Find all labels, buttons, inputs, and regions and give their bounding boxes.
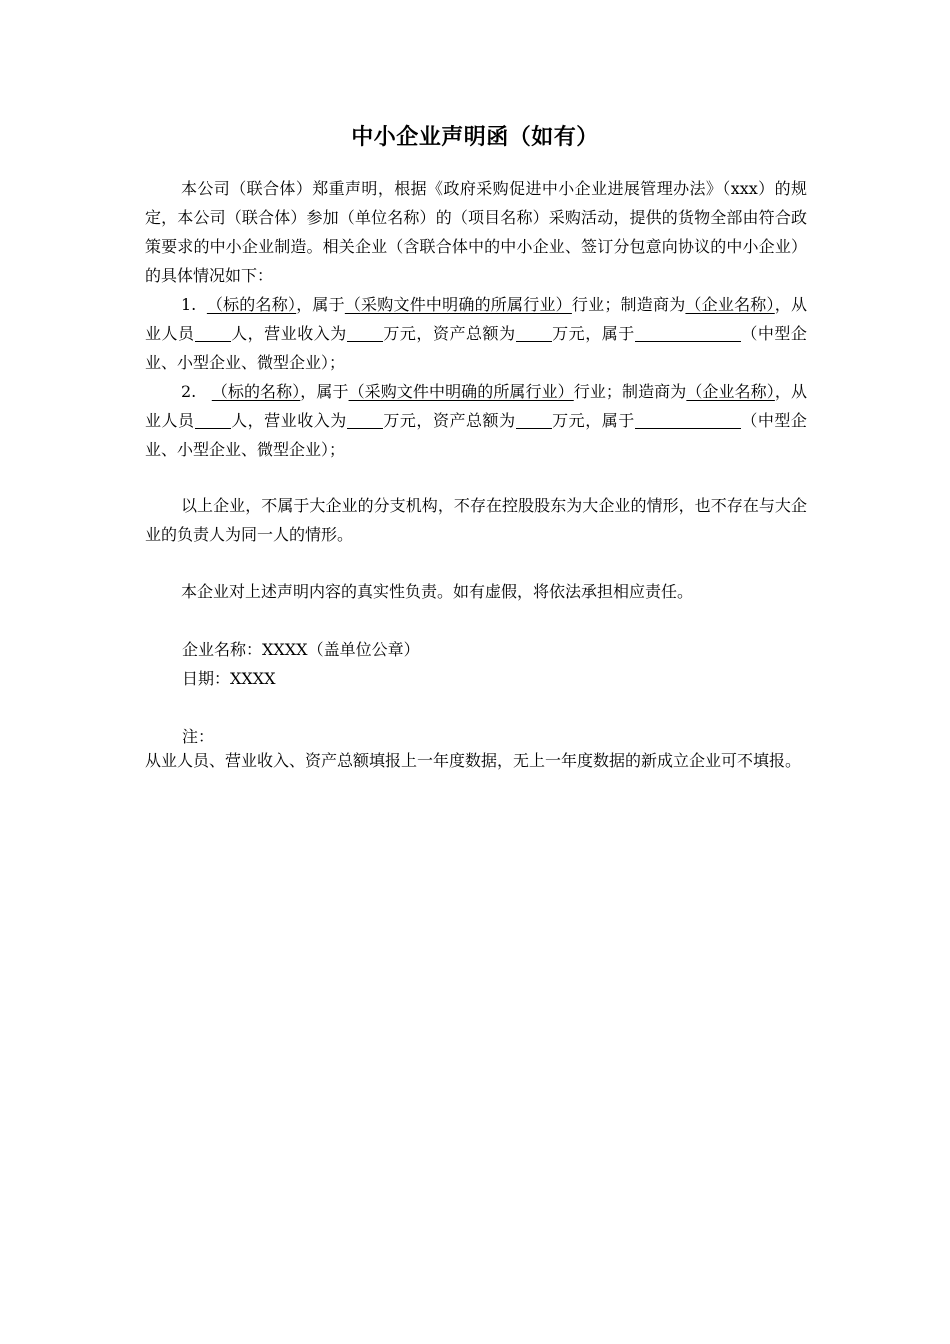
item-text: 万元，属于: [551, 411, 635, 430]
item-text: 人，营业收入为: [230, 411, 347, 430]
item-industry: （采购文件中明确的所属行业）: [348, 382, 574, 401]
item-number: 2.: [181, 382, 197, 401]
item-text: （中型企业、小型企业、微型企业）；: [145, 411, 807, 459]
list-item: [145, 377, 807, 464]
list-item: [145, 290, 807, 377]
item-number: 1.: [181, 295, 197, 314]
item-industry: （采购文件中明确的所属行业）: [344, 295, 572, 314]
item-text: 行业；制造商为: [573, 382, 687, 401]
item-text: （中型企业、小型企业、微型企业）；: [145, 324, 807, 372]
item-text: 万元，属于: [551, 324, 635, 343]
item-text: 行业；制造商为: [571, 295, 686, 314]
item-company: （企业名称）: [686, 382, 775, 401]
non-large-enterprise-paragraph: 以上企业，不属于大企业的分支机构，不存在控股股东为大企业的情形，也不存在与大企业的负责人为同一人的情形。: [145, 496, 807, 544]
item-text: ，从业人员: [145, 295, 807, 343]
page-title: 中小企业声明函（如有）: [351, 124, 599, 150]
revenue-blank: [347, 410, 383, 429]
item-subject: （标的名称）: [206, 295, 297, 314]
note-label: 注：: [182, 727, 215, 746]
item-company: （企业名称）: [685, 295, 775, 314]
assets-blank: [516, 410, 552, 429]
enterprise-type-blank: [635, 323, 741, 342]
item-text: 万元，资产总额为: [382, 411, 516, 430]
item-text: 万元，资产总额为: [382, 324, 516, 343]
signature-date: 日期：XXXX: [182, 669, 276, 688]
note-text: 从业人员、营业收入、资产总额填报上一年度数据，无上一年度数据的新成立企业可不填报。: [145, 751, 802, 770]
item-text: ，属于: [296, 295, 345, 314]
item-text: 人，营业收入为: [230, 324, 347, 343]
revenue-blank: [347, 323, 383, 342]
signature-company: 企业名称：XXXX（盖单位公章）: [182, 640, 420, 659]
employees-blank: [195, 410, 231, 429]
item-text: ，属于: [300, 382, 349, 401]
intro-paragraph: 本公司（联合体）郑重声明，根据《政府采购促进中小企业进展管理办法》（xxx）的规定，本公司（联合体）参加（单位名称）的（项目名称）采购活动，提供的货物全部由符合政策要求的中小企业制造。相关企业（含联合体中的中小企业、签订分包意向协议的中小企业）的具体情况如下：: [145, 179, 807, 285]
item-text: ，从业人员: [145, 382, 807, 430]
enterprise-type-blank: [635, 410, 741, 429]
employees-blank: [195, 323, 231, 342]
assets-blank: [516, 323, 552, 342]
responsibility-paragraph: 本企业对上述声明内容的真实性负责。如有虚假，将依法承担相应责任。: [181, 582, 694, 601]
item-subject: （标的名称）: [211, 382, 301, 401]
